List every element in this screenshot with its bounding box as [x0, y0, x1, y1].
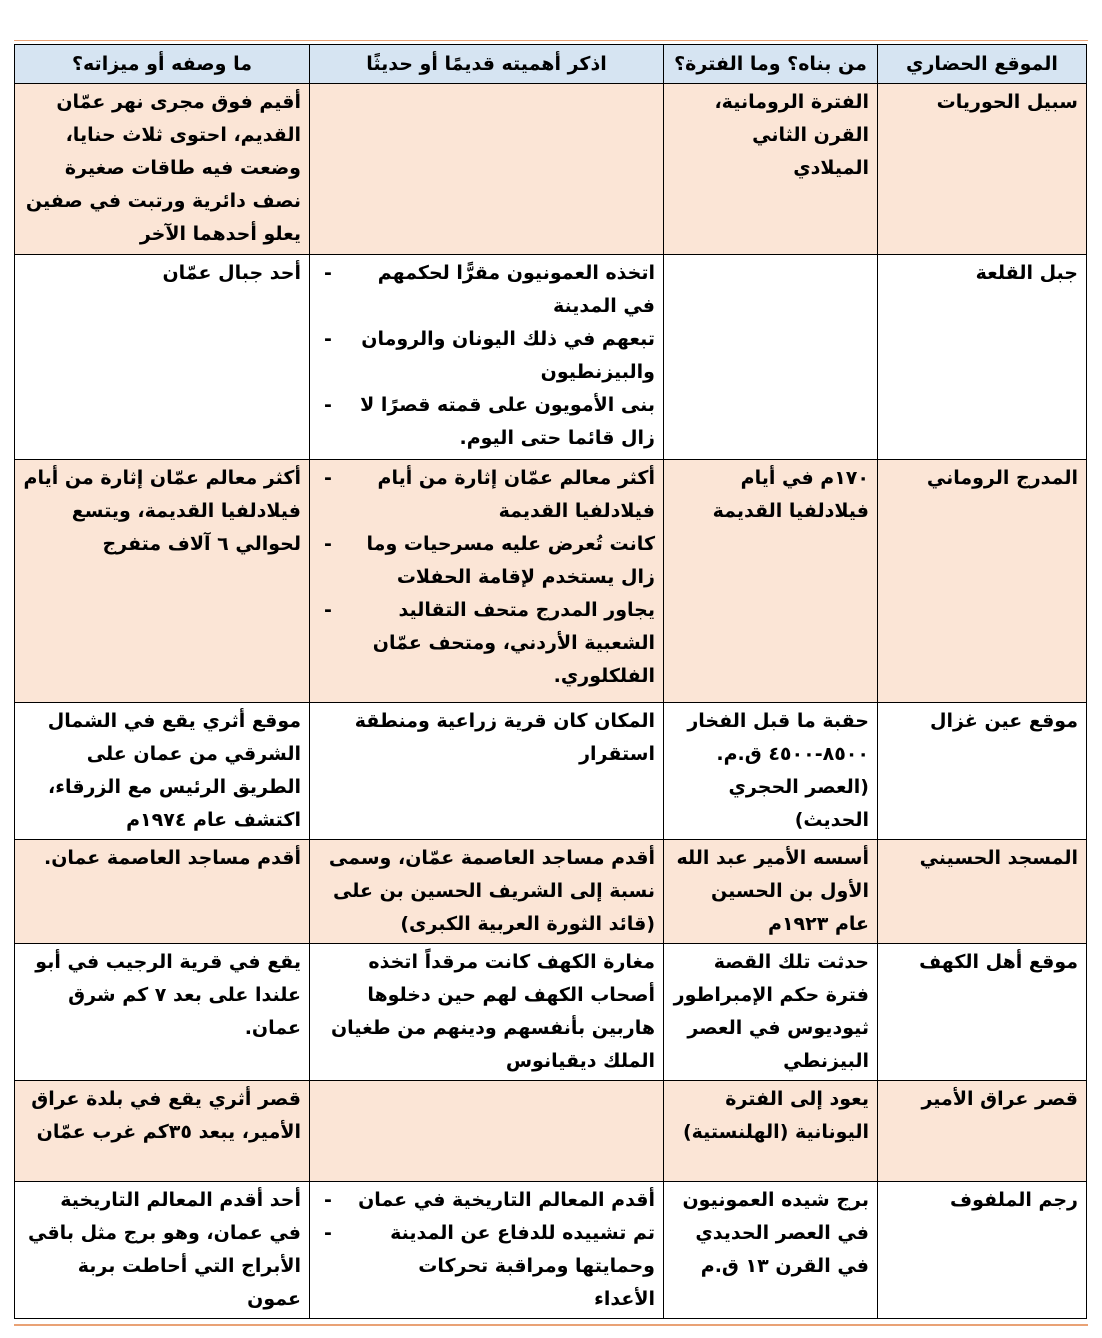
table-row — [15, 944, 1087, 1081]
cell-builder — [664, 255, 878, 460]
cell-builder: حقبة ما قبل الفخار ٨٥٠٠-٤٥٠٠ ق.م. (العصر الحجري الحديث) — [664, 703, 878, 840]
cell-site: المدرج الروماني — [878, 460, 1087, 703]
cell-site: موقع عين غزال — [878, 703, 1087, 840]
table-row — [15, 255, 1087, 460]
cell-description: موقع أثري يقع في الشمال الشرقي من عمان على الطريق الرئيس مع الزرقاء، اكتشف عام ١٩٧٤م — [15, 703, 310, 840]
header-importance: اذكر أهميته قديمًا أو حديثًا — [310, 45, 664, 84]
list-item: تبعهم في ذلك اليونان والرومان والبيزنطيون - — [318, 323, 655, 389]
cell-site: جبل القلعة — [878, 255, 1087, 460]
list-item: تم تشييده للدفاع عن المدينة وحمايتها ومراقبة تحركات الأعداء - — [318, 1217, 655, 1316]
cell-site: رجم الملفوف — [878, 1182, 1087, 1319]
cell-site: قصر عراق الأمير — [878, 1081, 1087, 1182]
cell-builder: حدثت تلك القصة فترة حكم الإمبراطور ثيوديوس في العصر البيزنطي — [664, 944, 878, 1081]
cell-importance: المكان كان قرية زراعية ومنطقة استقرار — [310, 703, 664, 840]
header-site: الموقع الحضاري — [878, 45, 1087, 84]
cell-importance: أقدم مساجد العاصمة عمّان، وسمى نسبة إلى الشريف الحسين بن على (قائد الثورة العربية الكبرى) — [310, 840, 664, 944]
table-row — [15, 1182, 1087, 1319]
list-item: اتخذه العمونيون مقرًّا لحكمهم في المدينة - — [318, 257, 655, 323]
cell-importance — [310, 84, 664, 255]
cell-description: يقع في قرية الرجيب في أبو علندا على بعد ٧ كم شرق عمان. — [15, 944, 310, 1081]
table-row — [15, 460, 1087, 703]
cell-builder: أسسه الأمير عبد الله الأول بن الحسين عام ١٩٢٣م — [664, 840, 878, 944]
cell-description: أقيم فوق مجرى نهر عمّان القديم، احتوى ثلاث حنايا، وضعت فيه طاقات صغيرة نصف دائرية ورتبت في صفين يعلو أحدهما الآخر — [15, 84, 310, 255]
cell-site: موقع أهل الكهف — [878, 944, 1087, 1081]
cell-importance — [310, 460, 664, 703]
list-item: بنى الأمويون على قمته قصرًا لا زال قائما حتى اليوم. - — [318, 389, 655, 455]
table-row — [15, 703, 1087, 840]
table-row — [15, 840, 1087, 944]
list-item: يجاور المدرج متحف التقاليد الشعبية الأردني، ومتحف عمّان الفلكلوري. - — [318, 594, 655, 693]
table-row — [15, 84, 1087, 255]
cell-description: أقدم مساجد العاصمة عمان. — [15, 840, 310, 944]
cell-description: أحد جبال عمّان — [15, 255, 310, 460]
cell-description: أكثر معالم عمّان إثارة من أيام فيلادلفيا القديمة، ويتسع لحوالي ٦ آلاف متفرج — [15, 460, 310, 703]
list-item: أقدم المعالم التاريخية في عمان - — [318, 1184, 655, 1217]
cell-importance — [310, 1182, 664, 1319]
list-item: كانت تُعرض عليه مسرحيات وما زال يستخدم لإقامة الحفلات - — [318, 528, 655, 594]
cell-importance: مغارة الكهف كانت مرقداً اتخذه أصحاب الكهف لهم حين دخلوها هاربين بأنفسهم ودينهم من طغيان الملك ديقيانوس — [310, 944, 664, 1081]
top-accent-line — [14, 40, 1088, 41]
cell-builder: ١٧٠م في أيام فيلادلفيا القديمة — [664, 460, 878, 703]
cell-importance — [310, 255, 664, 460]
cell-site: سبيل الحوريات — [878, 84, 1087, 255]
header-builder: من بناه؟ وما الفترة؟ — [664, 45, 878, 84]
table-header-row — [15, 45, 1087, 84]
cell-builder: برج شيده العمونيون في العصر الحديدي في القرن ١٣ ق.م — [664, 1182, 878, 1319]
bottom-accent-line — [14, 1324, 1088, 1326]
cell-description: أحد أقدم المعالم التاريخية في عمان، وهو برج مثل باقي الأبراج التي أحاطت بربة عمون — [15, 1182, 310, 1319]
cell-importance — [310, 1081, 664, 1182]
table-row — [15, 1081, 1087, 1182]
header-description: ما وصفه أو ميزاته؟ — [15, 45, 310, 84]
cell-builder: الفترة الرومانية، القرن الثاني الميلادي — [664, 84, 878, 255]
cell-site: المسجد الحسيني — [878, 840, 1087, 944]
list-item: أكثر معالم عمّان إثارة من أيام فيلادلفيا القديمة - — [318, 462, 655, 528]
heritage-sites-table — [14, 44, 1087, 1319]
cell-description: قصر أثري يقع في بلدة عراق الأمير، يبعد ٣٥كم غرب عمّان — [15, 1081, 310, 1182]
cell-builder: يعود إلى الفترة اليونانية (الهلنستية) — [664, 1081, 878, 1182]
